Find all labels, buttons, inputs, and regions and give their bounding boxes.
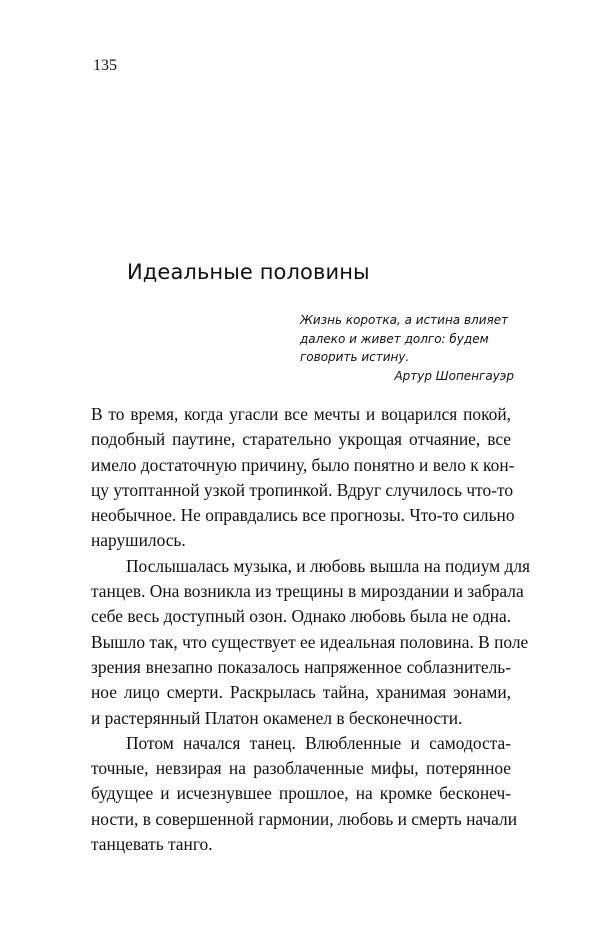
text-line: танцев. Она возникла из трещины в мироздании и забрала [91, 581, 524, 602]
body-text [91, 402, 531, 857]
epigraph-line: говорить истину. [300, 350, 410, 364]
text-line: необычное. Не оправдались все прогнозы. Что-то сильно [91, 505, 515, 526]
epigraph-line: далеко и живет долго: будем [300, 331, 489, 346]
page-number: 135 [93, 57, 117, 74]
text-line: зрения внезапно показалось напряженное соблазнитель- [91, 656, 511, 677]
epigraph [300, 311, 514, 385]
text-line: В то время, когда угасли все мечты и воцарился покой, [91, 404, 511, 424]
text-line: танцевать танго. [91, 834, 213, 855]
epigraph-author: Артур Шопенгауэр [394, 368, 514, 383]
text-line: Вышло так, что существует ее идеальная половина. В поле [91, 631, 529, 652]
text-line: ное лицо смерти. Раскрылась тайна, хранимая эонами, [91, 682, 511, 703]
chapter-title: Идеальные половины [127, 260, 370, 284]
paragraph-3 [91, 731, 518, 857]
text-line: ности, в совершенной гармонии, любовь и смерть начали [91, 808, 518, 829]
text-line: подобный паутине, старательно укрощая отчаяние, все [91, 429, 511, 450]
paragraph-1 [91, 402, 515, 554]
text-line: имело достаточную причину, было понятно и вело к кон- [91, 454, 515, 475]
text-line: себе весь доступный озон. Однако любовь была не одна. [91, 606, 512, 627]
text-line: будущее и исчезнувшее прошлое, на кромке бесконеч- [91, 783, 511, 804]
text-line: Послышалась музыка, и любовь вышла на подиум для [126, 555, 531, 576]
text-line: и растерянный Платон окаменел в бесконечности. [91, 707, 463, 728]
epigraph-line: Жизнь коротка, а истина влияет [300, 313, 509, 327]
text-line: нарушилось. [91, 530, 186, 551]
text-line: Потом начался танец. Влюбленные и самодоста- [126, 732, 511, 753]
paragraph-2 [91, 554, 531, 731]
text-line: точные, невзирая на разоблаченные мифы, потерянное [91, 758, 511, 779]
epigraph-quote [300, 311, 514, 367]
text-line: цу утоптанной узкой тропинкой. Вдруг случилось что-то [91, 479, 514, 500]
